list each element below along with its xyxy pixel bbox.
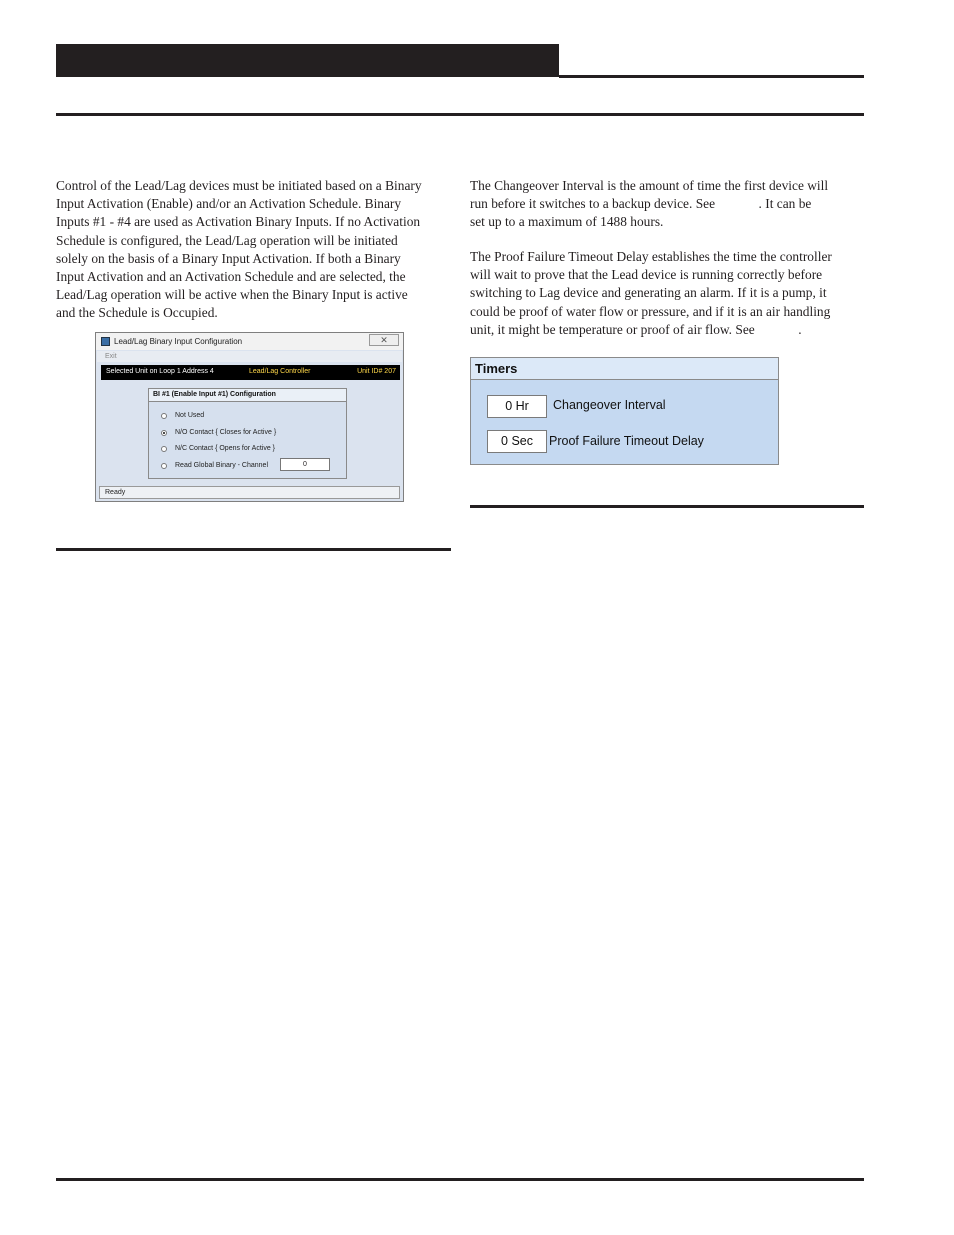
right-line: The Changeover Interval is the amount of time the first device will <box>470 178 829 193</box>
option-label: N/O Contact { Closes for Active } <box>175 429 277 436</box>
timers-panel <box>470 357 779 465</box>
unit-id: Unit ID# 207 <box>357 368 396 375</box>
right-line: The Proof Failure Timeout Delay establishes the time the controller <box>470 249 832 264</box>
radio-read-global-binary[interactable] <box>161 463 167 469</box>
right-line: unit, it might be temperature or proof of air flow. See . <box>470 321 802 337</box>
left-line: Lead/Lag operation will be active when the Binary Input is active <box>56 287 408 303</box>
dialog-menubar <box>97 351 402 362</box>
dialog-titlebar <box>96 333 403 350</box>
option-label: Not Used <box>175 412 205 419</box>
timers-title: Timers <box>475 361 518 376</box>
left-line: solely on the basis of a Binary Input Activation. If both a Binary <box>56 250 401 266</box>
timers-header <box>471 358 778 380</box>
left-line: Control of the Lead/Lag devices must be initiated based on a Binary <box>56 178 422 193</box>
header-rule-bottom <box>56 113 864 116</box>
menu-exit[interactable]: Exit <box>105 353 117 360</box>
app-icon <box>101 337 110 346</box>
right-line: run before it switches to a backup device. See . It can be <box>470 196 812 212</box>
footer-rule <box>56 1178 864 1181</box>
proof-failure-delay-label: Proof Failure Timeout Delay <box>549 434 704 448</box>
status-text: Ready <box>105 489 126 496</box>
left-paragraph <box>56 177 451 323</box>
changeover-interval-label: Changeover Interval <box>553 398 666 412</box>
right-line: could be proof of water flow or pressure, and if it is an air handling <box>470 303 831 319</box>
option-label: Read Global Binary - Channel <box>175 462 268 469</box>
right-section-rule <box>470 505 864 508</box>
selected-unit-text: Selected Unit on Loop 1 Address 4 <box>106 368 214 375</box>
right-paragraph-1 <box>470 177 864 232</box>
left-line: Schedule is configured, the Lead/Lag operation will be initiated <box>56 232 398 248</box>
selected-unit-bar <box>101 365 400 380</box>
status-bar <box>99 486 400 499</box>
close-button[interactable] <box>369 334 399 346</box>
radio-no-contact[interactable] <box>161 430 167 436</box>
binary-input-config-dialog <box>95 332 404 502</box>
right-line: switching to Lag device and generating an alarm. If it is a pump, it <box>470 285 827 301</box>
radio-not-used[interactable] <box>161 413 167 419</box>
proof-failure-delay-input[interactable]: 0 Sec <box>487 430 547 453</box>
left-line: Input Activation and an Activation Schedule and are selected, the <box>56 269 406 285</box>
option-label: N/C Contact { Opens for Active } <box>175 445 275 452</box>
left-line: Input Activation (Enable) and/or an Activation Schedule. Binary <box>56 196 402 212</box>
radio-nc-contact[interactable] <box>161 446 167 452</box>
right-line: set up to a maximum of 1488 hours. <box>470 214 664 230</box>
close-icon: ✕ <box>380 335 388 345</box>
right-paragraph-2 <box>470 248 864 339</box>
header-bar <box>56 44 559 77</box>
right-line: will wait to prove that the Lead device is running correctly before <box>470 267 823 283</box>
group-title: BI #1 (Enable Input #1) Configuration <box>153 391 276 398</box>
left-line: and the Schedule is Occupied. <box>56 305 218 321</box>
dialog-title: Lead/Lag Binary Input Configuration <box>114 337 243 346</box>
channel-input[interactable]: 0 <box>280 458 330 471</box>
header-rule-top <box>559 75 864 78</box>
left-section-rule <box>56 548 451 551</box>
left-line: Inputs #1 - #4 are used as Activation Binary Inputs. If no Activation <box>56 214 421 230</box>
group-title-bar <box>149 389 346 402</box>
changeover-interval-input[interactable]: 0 Hr <box>487 395 547 418</box>
controller-name: Lead/Lag Controller <box>249 368 311 375</box>
